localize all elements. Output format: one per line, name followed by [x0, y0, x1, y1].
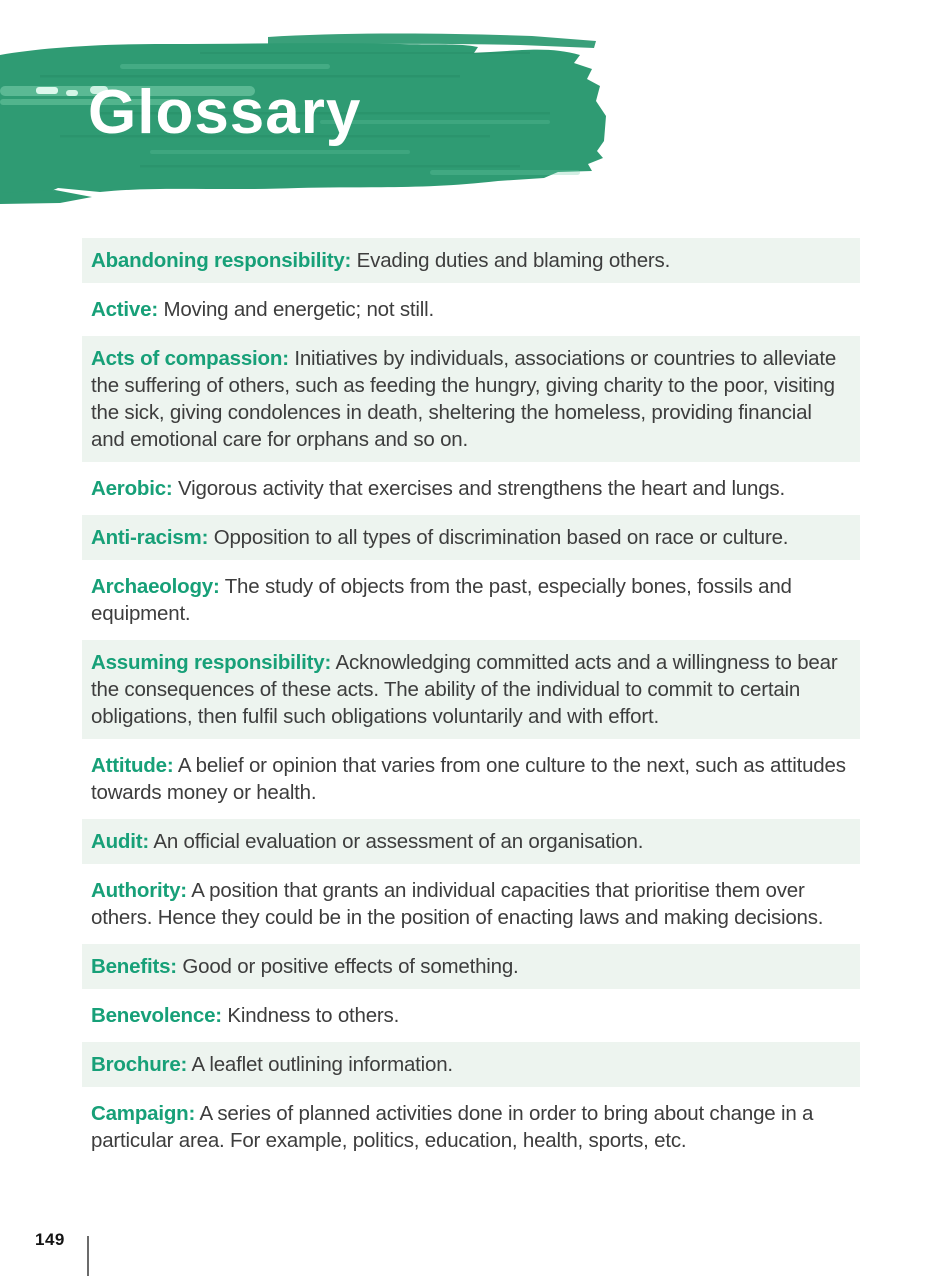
glossary-term: Active: [91, 298, 158, 321]
glossary-definition: Kindness to others. [221, 1004, 400, 1027]
glossary-entry [82, 287, 860, 332]
glossary-entry [82, 1091, 860, 1163]
glossary-entry [82, 238, 860, 283]
footer-divider [87, 1236, 89, 1276]
glossary-entry [82, 944, 860, 989]
glossary-entry [82, 466, 860, 511]
glossary-term: Benefits: [91, 955, 177, 978]
glossary-term: Campaign: [91, 1102, 196, 1125]
glossary-term: Brochure: [91, 1053, 188, 1076]
glossary-entry [82, 819, 860, 864]
glossary-definition: The study of objects from the past, especially bones, fossils and equipment. [91, 575, 792, 625]
glossary-term: Authority: [91, 879, 187, 902]
glossary-definition: Opposition to all types of discrimination based on race or culture. [208, 526, 789, 549]
glossary-term: Acts of compassion: [91, 347, 289, 370]
glossary-definition: A belief or opinion that varies from one culture to the next, such as attitudes towards money or health. [91, 754, 846, 804]
glossary-term: Anti-racism: [91, 526, 209, 549]
page-title: Glossary [88, 78, 362, 147]
glossary-term: Attitude: [91, 754, 174, 777]
glossary-definition: Vigorous activity that exercises and strengthens the heart and lungs. [172, 477, 785, 500]
glossary-term: Archaeology: [91, 575, 220, 598]
glossary-definition: Acknowledging committed acts and a willingness to bear the consequences of these acts. The ability of the individual to commit to certain obligations, then fulfil such obligations voluntarily and with effort. [91, 651, 838, 728]
glossary-term: Assuming responsibility: [91, 651, 332, 674]
glossary-entry [82, 515, 860, 560]
glossary-definition: A series of planned activities done in order to bring about change in a particular area. For example, politics, education, health, sports, etc. [91, 1102, 814, 1152]
glossary-definition: Good or positive effects of something. [176, 955, 519, 978]
glossary-definition: Evading duties and blaming others. [351, 249, 671, 272]
header [0, 0, 660, 215]
glossary-term: Benevolence: [91, 1004, 222, 1027]
glossary-entry [82, 868, 860, 940]
glossary-list [82, 238, 860, 1167]
glossary-entry [82, 336, 860, 462]
glossary-definition: A position that grants an individual capacities that prioritise them over others. Hence they could be in the position of enacting laws and making decisions. [91, 879, 824, 929]
glossary-entry [82, 993, 860, 1038]
glossary-entry [82, 564, 860, 636]
glossary-definition: A leaflet outlining information. [187, 1053, 453, 1076]
glossary-entry [82, 1042, 860, 1087]
glossary-term: Aerobic: [91, 477, 173, 500]
glossary-definition: An official evaluation or assessment of an organisation. [149, 830, 644, 853]
glossary-definition: Moving and energetic; not still. [157, 298, 434, 321]
glossary-entry [82, 640, 860, 739]
glossary-term: Abandoning responsibility: [91, 249, 352, 272]
glossary-entry [82, 743, 860, 815]
glossary-term: Audit: [91, 830, 149, 853]
page-number: 149 [35, 1230, 65, 1249]
glossary-definition: Initiatives by individuals, associations or countries to alleviate the suffering of others, such as feeding the hungry, giving charity to the poor, visiting the sick, giving condolences in death, sheltering the homeless, providing financial and emotional care for orphans and so on. [91, 347, 837, 451]
